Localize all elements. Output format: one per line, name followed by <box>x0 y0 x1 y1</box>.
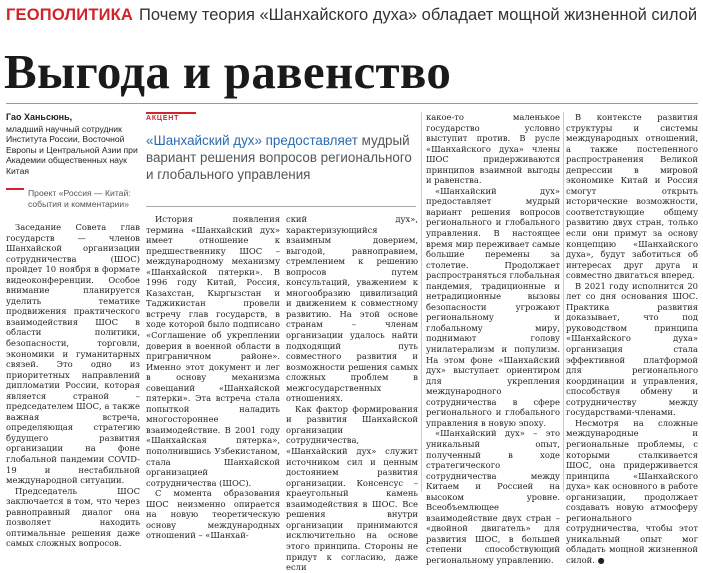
author-name: Гао Ханьсюнь, <box>6 112 73 122</box>
column-2 <box>146 214 280 541</box>
accent-label: АКЦЕНТ <box>146 112 196 122</box>
column-5 <box>566 112 698 565</box>
author-block <box>6 112 140 177</box>
accent-quote-rest: мудрый вариант решения вопросов регионального и глобального управления <box>146 133 412 182</box>
rubric-label: ГЕОПОЛИТИКА <box>6 6 134 24</box>
project-text: Проект «Россия — Китай: события и комментарии» <box>28 188 131 209</box>
accent-quote <box>146 132 416 183</box>
col1-paragraph: Председатель ШОС заключается в том, что через равноправный диалог она позволяет находить оптимальные решения даже самых сложных вопросов. <box>6 485 140 549</box>
column-4 <box>426 112 560 565</box>
col4-paragraph: какое-то маленькое государство условно выступит против. В русле «Шанхайского духа» члены ШОС придерживаются принципов взаимной выгоды и равенства. <box>426 112 560 186</box>
accent-quote-highlight: «Шанхайский дух» предоставляет <box>146 133 358 148</box>
col1-paragraph: Заседание Совета глав государств — членов Шанхайской организации сотрудничества (ШОС) пройдет 10 ноября в формате видеоконференции. Особое внимание планируется уделить тематике продвижения практического взаимодействия ШОС в области политики, безопасности, торговли, экономики и гуманитарных связей. Это одно из приоритетных направлений дипломатии России, которая является страной – председателем ШОС, а также важная встреча, определяющая стратегию будущего развития организации на фоне глобальной пандемии COVID-19 и нестабильной международной ситуации. <box>6 222 140 486</box>
col4-paragraph: «Шанхайский дух» предоставляет мудрый вариант решения вопросов регионального и глобального управления. В настоящее время мир переживает самые большие перемены за столетие. Продолжает распространяться глобальная пандемия, традиционные и нетрадиционные вызовы безопасности угрожают региональному и глобальному миру, поднимают голову унилатерализм и популизм. На этом фоне «Шанхайский дух» выступает ориентиром для укрепления международного сотрудничества в сфере регионального и глобального управления в новую эпоху. <box>426 185 560 428</box>
col5-paragraph: В 2021 году исполнится 20 лет со дня основания ШОС. Практика развития доказывает, что под руководством принципа «Шанхайского духа» организация стала эффективной платформой для регионального координации и управления, способствуя обмену и сотрудничеству между государствами-членами. <box>566 280 698 418</box>
col3-paragraph: ский дух», характеризующийся взаимным доверием, выгодой, равноправием, стремлением к решению вопросов путем консультаций, уважением к многообразию цивилизаций и движением к совместному развитию. На этой основе странам – членам организации удалось найти подходящий путь совместного развития и возможности решения самых сложных проблем в межгосударственных отношениях. <box>286 214 418 404</box>
end-mark: ● <box>597 555 605 565</box>
article-headline: Выгода и равенство <box>4 44 452 99</box>
headline-divider <box>6 103 698 104</box>
rubric-title: Почему теория «Шанхайского духа» обладает мощной жизненной силой <box>139 6 698 24</box>
col4-paragraph: «Шанхайский дух» – это уникальный опыт, полученный в ходе стратегического сотрудничества между Китаем и Россией на высоком уровне. Всеобъемлющее взаимодействие двух стран – «двойной двигатель» для развития ШОС, в большей степени способствующий региональному управлению. <box>426 428 560 565</box>
rubric-line <box>6 5 698 25</box>
col5-last-text: Несмотря на сложные международные и региональные проблемы, с которыми сталкивается ШОС, она придерживается принципа «Шанхайского духа» как основного в работе организации, продолжает создавать новую атмосферу регионального сотрудничества, чтобы этот уникальный опыт мог обладать мощной жизненной силой. <box>566 417 698 565</box>
project-label <box>6 188 140 220</box>
accent-divider <box>146 206 416 207</box>
col2-paragraph: С момента образования ШОС неизменно опирается на новую теоретическую основу международных отношений – «Шанхай- <box>146 488 280 541</box>
column-separator <box>421 112 422 492</box>
column-1 <box>6 222 140 549</box>
col5-paragraph: В контексте развития структуры и системы международных отношений, а также постепенного распространения Великой депрессии в мировой экономике Китай и Россия смогут открыть исторические возможности, соответствующие общему развитию двух стран, только если они примут за основу концепцию «Шанхайского духа», будут заботиться об интересах друг друга и совместно двигаться вперед. <box>566 112 698 281</box>
col5-paragraph <box>566 418 698 567</box>
col3-paragraph: Как фактор формирования и развития Шанхайской организации сотрудничества, «Шанхайский дух» служит источником сил и ценным достоянием развития организации. Консенсус – краеугольный камень взаимодействия в ШОС. Все решения внутри организации принимаются исключительно на основе этого принципа. Стороны не придут к согласию, даже если <box>286 403 418 573</box>
column-3 <box>286 214 418 573</box>
col2-paragraph: История появления термина «Шанхайский дух» имеет отношение к предшественнику ШОС – международному механизму «Шанхайской пятерки». В 1996 году Китай, Россия, Казахстан, Кыргызстан и Таджикистан провели встречу глав государств, в ходе которой было подписано «Соглашение об укреплении доверия в военной области в приграничном районе». Именно этот документ и лег в основу механизма совещаний «Шанхайской пятерки». Эта встреча стала попыткой наладить многостороннее взаимодействие. В 2001 году «Шанхайская пятерка», пополнившись Узбекистаном, стала Шанхайской организацией сотрудничества (ШОС). <box>146 214 280 488</box>
column-separator <box>563 112 564 492</box>
author-bio: младший научный сотрудник Института России, Восточной Европы и Центральной Азии при Академии общественных наук Китая <box>6 123 138 176</box>
project-accent-bar <box>6 188 24 190</box>
